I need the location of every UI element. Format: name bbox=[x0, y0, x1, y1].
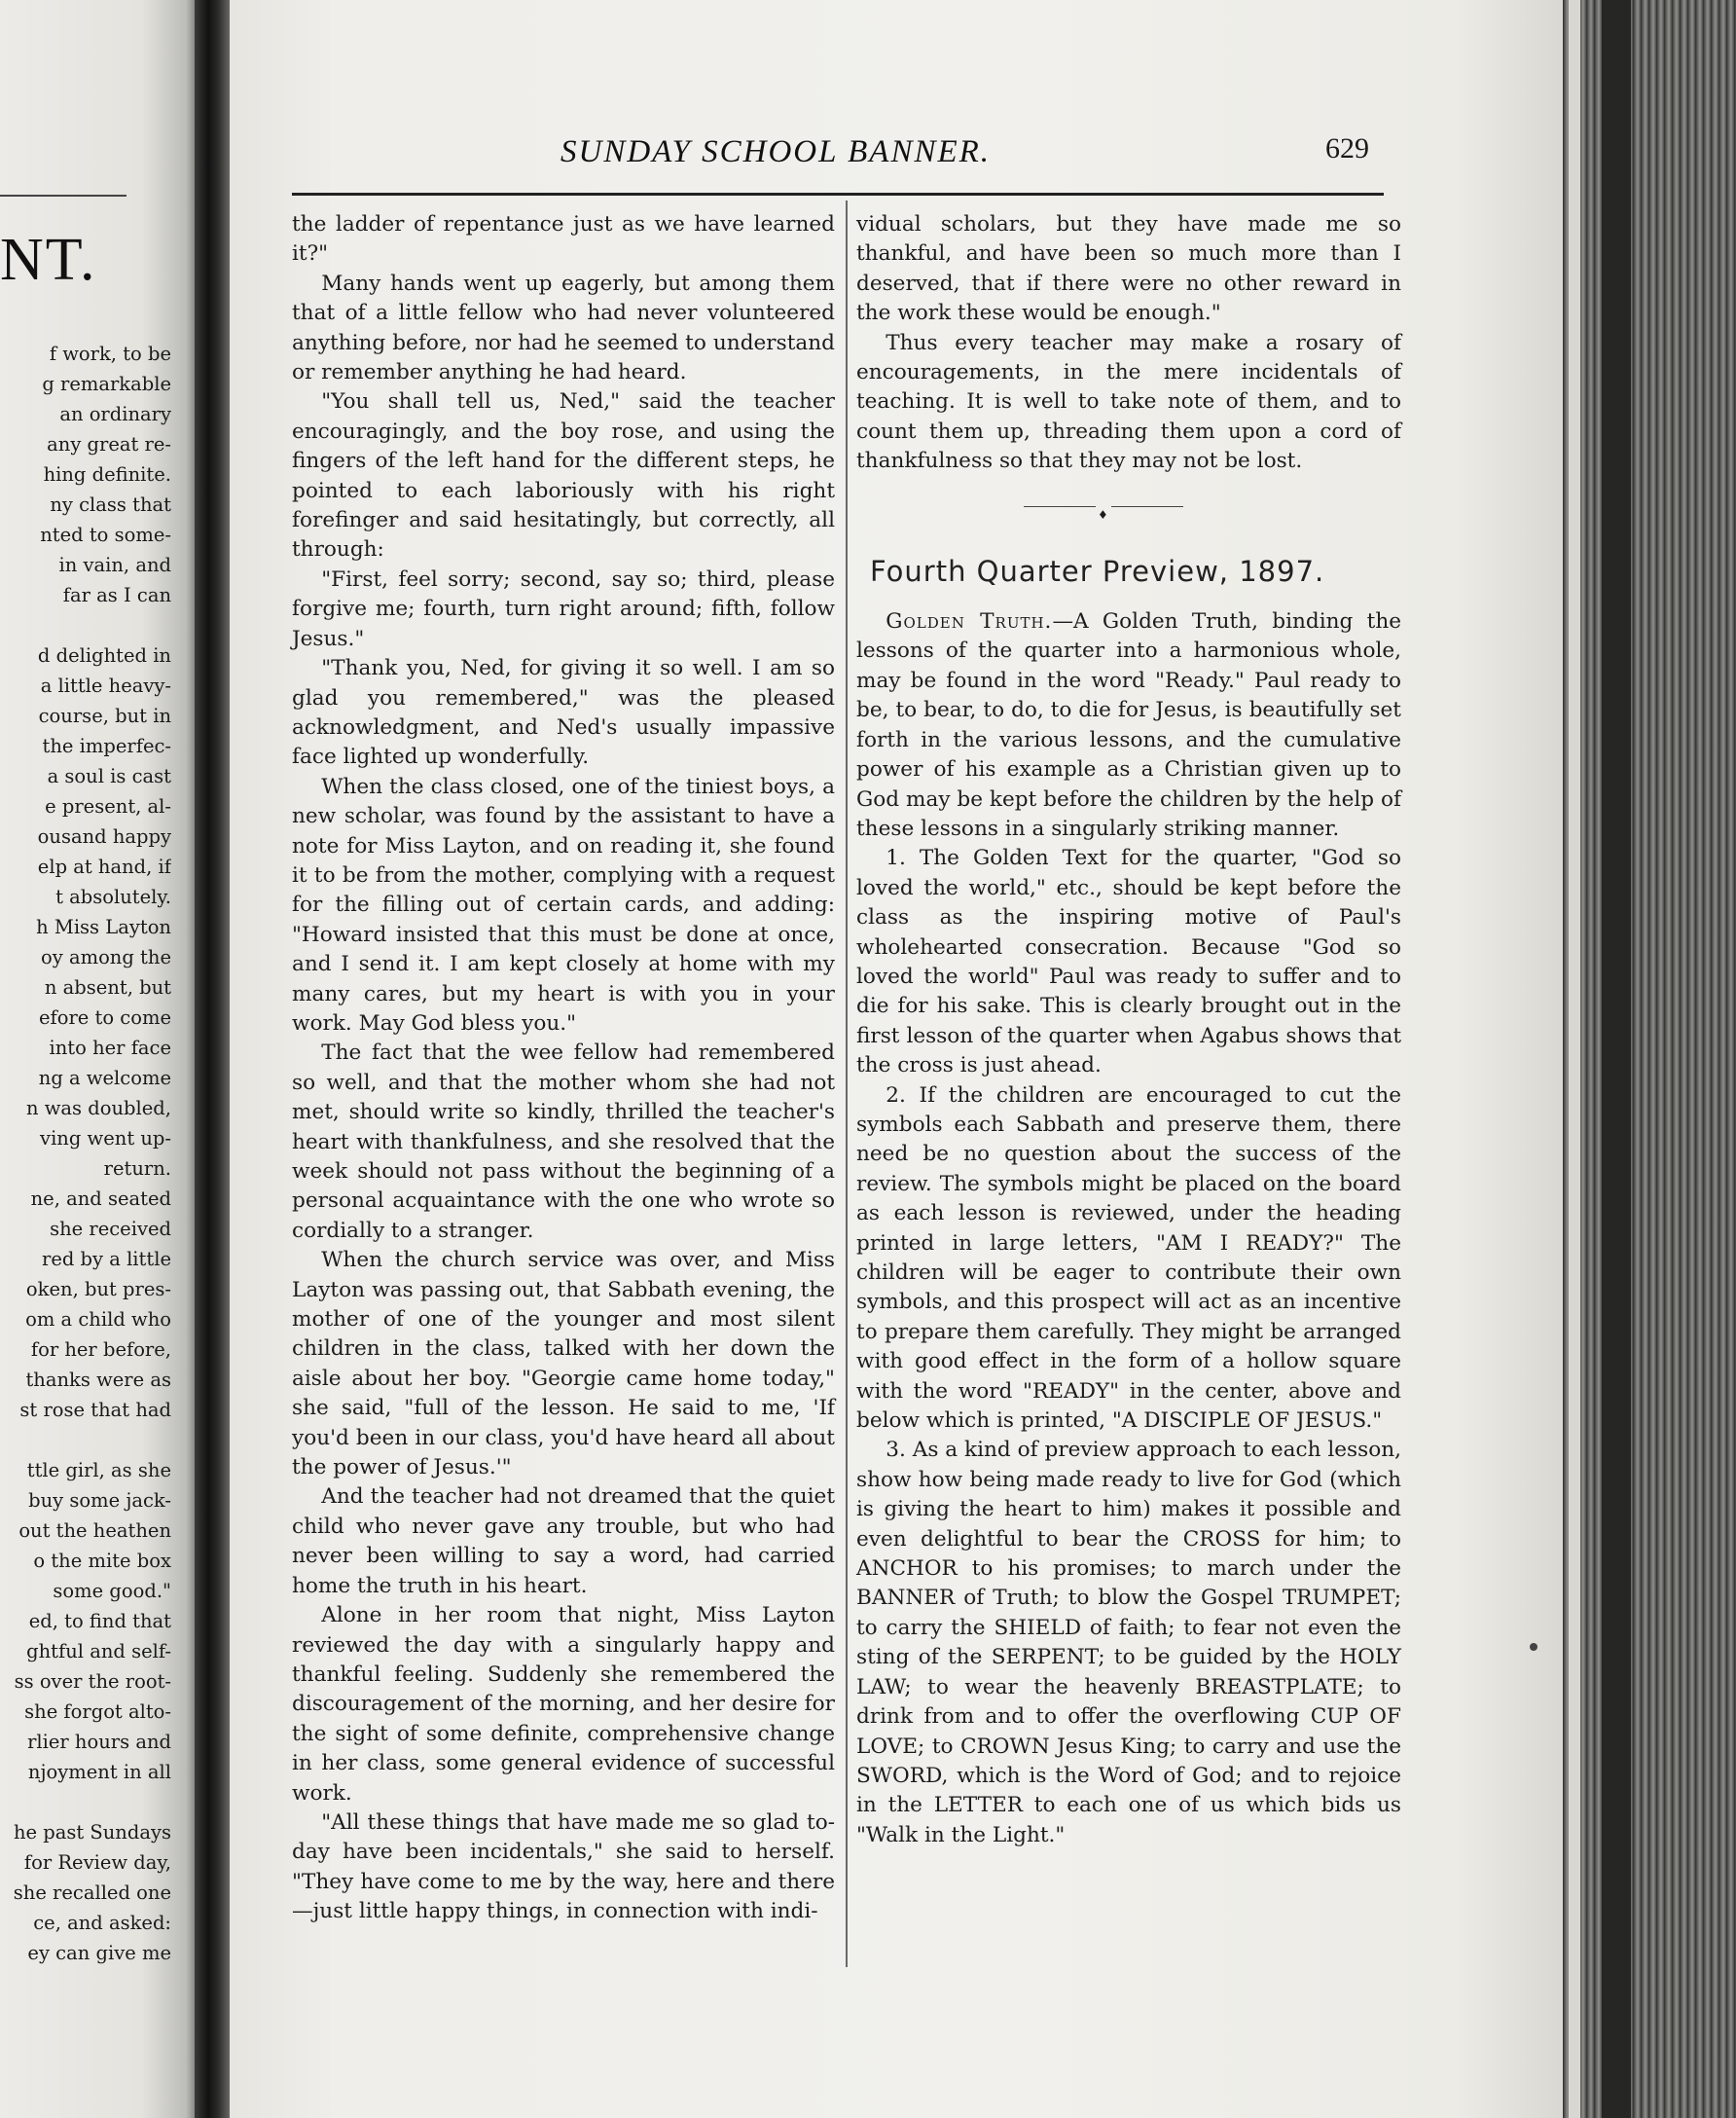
facing-page-left bbox=[0, 0, 202, 2118]
facing-page-line: oken, but pres- bbox=[25, 1278, 171, 1300]
golden-truth-text: —A Golden Truth, binding the lessons of the quarter into a harmonious whole, may be found in the word "Ready." Paul ready to be, to bear, to do, to die for Jesus, is beautifully set forth in the various lessons, and the cumulative power of his example as a Christian given up to God may be kept before the children by the help of these lessons in a singularly striking manner. bbox=[856, 609, 1402, 841]
facing-page-line: the imperfec- bbox=[42, 735, 171, 757]
facing-page-line: ey can give me bbox=[27, 1942, 171, 1964]
facing-page-line: course, but in bbox=[38, 705, 171, 727]
paragraph: Many hands went up eagerly, but among them that of a little fellow who had never volunteered anything before, nor had he seemed to understand or remember anything he had heard. bbox=[292, 271, 835, 385]
paragraph: vidual scholars, but they have made me so thankful, and have been so much more than I deserved, that if there were no other reward in the work these would be enough." bbox=[856, 212, 1401, 326]
facing-page-line: she forgot alto- bbox=[24, 1700, 171, 1723]
facing-page-line: rlier hours and bbox=[27, 1731, 171, 1753]
paragraph: When the class closed, one of the tiniest boys, a new scholar, was found by the assistant to have a note for Miss Layton, and on reading it, she found it to be from the mother, complying with a request for the filling out of certain cards, and adding: "Howard insisted that this must be done at once, and I send it. I am kept closely at home with my many cares, but my heart is with you in your work. May God bless you." bbox=[292, 774, 835, 1036]
facing-page-line: ss over the root- bbox=[14, 1670, 171, 1693]
facing-page-line: red by a little bbox=[42, 1248, 171, 1270]
facing-page-line: t absolutely. bbox=[55, 886, 171, 908]
point-paragraph: 2. If the children are encouraged to cut the symbols each Sabbath and preserve them, there need be no question about the success of the review. The symbols might be placed on the board as each lesson is reviewed, under the heading printed in large letters, "AM I READY?" The children will be eager to contribute their own symbols, and this prospect will act as an incentive to prepare them carefully. They might be arranged with good effect in the form of a hollow square with the word "READY" in the center, above and below which is printed, "A DISCIPLE OF JESUS." bbox=[856, 1082, 1401, 1434]
facing-page-line: return. bbox=[103, 1157, 171, 1180]
facing-page-line: om a child who bbox=[25, 1308, 171, 1331]
facing-page-line: far as I can bbox=[62, 584, 171, 606]
facing-page-line: a little heavy- bbox=[40, 675, 171, 697]
facing-page-line: buy some jack- bbox=[28, 1489, 171, 1512]
paragraph: "You shall tell us, Ned," said the teacher encouragingly, and the boy rose, and using the fingers of the left hand for the different steps, he pointed to each laboriously with his right forefinger and said hesitatingly, but correctly, all through: bbox=[292, 389, 835, 563]
facing-page-line: for Review day, bbox=[23, 1851, 171, 1874]
paragraph: "Thank you, Ned, for giving it so well. I am so glad you remembered," was the pleased acknowledgment, and Ned's usually impassive face lighted up wonderfully. bbox=[292, 656, 835, 770]
header-rule bbox=[292, 193, 1384, 196]
running-head: SUNDAY SCHOOL BANNER. bbox=[561, 134, 992, 169]
facing-page-line: ed, to find that bbox=[28, 1610, 171, 1632]
facing-page-line: ving went up- bbox=[40, 1127, 171, 1150]
golden-truth-paragraph bbox=[856, 607, 1401, 844]
facing-page-line: ghtful and self- bbox=[26, 1640, 171, 1662]
paragraph: Alone in her room that night, Miss Layton reviewed the day with a singularly happy and thankful feeling. Suddenly she remembered the discouragement of the morning, and her desire for the sight of some definite, comprehensive change in her class, some general evidence of successful work. bbox=[292, 1603, 835, 1806]
book-spine bbox=[195, 0, 234, 2118]
paragraph: The fact that the wee fellow had remembered so well, and that the mother whom she had not met, should write so kindly, thrilled the teacher's heart with thankfulness, and she resolved that the week should not pass without the beginning of a personal acquaintance with the one who wrote so cordially to a stranger. bbox=[292, 1041, 835, 1243]
facing-page-line: st rose that had bbox=[19, 1399, 171, 1421]
facing-page-line: ne, and seated bbox=[30, 1187, 171, 1210]
facing-page-line: for her before, bbox=[30, 1338, 171, 1361]
article-title: Fourth Quarter Preview, 1897. bbox=[870, 554, 1325, 588]
facing-page-line: ttle girl, as she bbox=[26, 1459, 171, 1481]
facing-page-line: ny class that bbox=[50, 493, 171, 516]
facing-page-line: into her face bbox=[49, 1037, 171, 1059]
facing-page-heading: NT. bbox=[0, 227, 97, 293]
paragraph: When the church service was over, and Miss Layton was passing out, that Sabbath evening, the mother of one of the younger and most silent children in the class, talked with her down the aisle about her boy. "Georgie came home today," she said, "full of the lesson. He said to me, 'If you'd been in our class, you'd have heard all about the power of Jesus.'" bbox=[292, 1248, 835, 1480]
facing-page-line: d delighted in bbox=[37, 644, 171, 667]
page-number: 629 bbox=[1325, 132, 1369, 164]
facing-page-line: he past Sundays bbox=[13, 1821, 171, 1844]
paragraph: And the teacher had not dreamed that the quiet child who never gave any trouble, but who had never been willing to say a word, had carried home the truth in his heart. bbox=[292, 1484, 835, 1598]
facing-page-line: hing definite. bbox=[43, 463, 171, 486]
point-paragraph: 1. The Golden Text for the quarter, "God so loved the world," etc., should be kept before the class as the inspiring motive of Paul's wholehearted consecration. Because "God so loved the world" Paul was ready to suffer and to die for his sake. This is clearly brought out in the first lesson of the quarter when Agabus shows that the cross is just ahead. bbox=[856, 846, 1401, 1078]
facing-page-line: efore to come bbox=[38, 1006, 171, 1029]
facing-page-line: o the mite box bbox=[33, 1550, 171, 1572]
facing-page-line: she received bbox=[50, 1218, 171, 1240]
column-divider bbox=[846, 201, 848, 1967]
facing-page-line: any great re- bbox=[47, 433, 171, 456]
facing-page-line: f work, to be bbox=[49, 343, 171, 365]
facing-page-line: n was doubled, bbox=[25, 1097, 171, 1119]
facing-page-line: ng a welcome bbox=[38, 1067, 171, 1089]
paragraph: the ladder of repentance just as we have learned it?" bbox=[292, 212, 835, 267]
facing-page-line: out the heathen bbox=[18, 1519, 171, 1542]
facing-page-text bbox=[6, 339, 171, 1968]
facing-page-line: in vain, and bbox=[58, 554, 171, 576]
facing-page-line: an ordinary bbox=[59, 403, 171, 425]
facing-page-line: she recalled one bbox=[13, 1881, 171, 1904]
paragraph: "All these things that have made me so glad to-day have been incidentals," she said to herself. "They have come to me by the way, here and there —just little happy things, in connection with indi- bbox=[292, 1809, 835, 1924]
golden-truth-label: Golden Truth. bbox=[886, 609, 1053, 635]
section-ornament: ♦ bbox=[856, 485, 1401, 530]
facing-page-line: a soul is cast bbox=[47, 765, 171, 787]
facing-page-line: thanks were as bbox=[25, 1369, 171, 1391]
facing-page-line bbox=[6, 1425, 171, 1455]
facing-page-line: nted to some- bbox=[40, 524, 171, 546]
paragraph: Thus every teacher may make a rosary of encouragements, in the mere incidentals of teaching. It is well to take note of them, and to count them up, threading them upon a cord of thankfulness so that they may not be lost. bbox=[856, 330, 1401, 474]
ink-spot bbox=[1530, 1643, 1537, 1651]
page-edge bbox=[1563, 0, 1736, 2118]
facing-page-line: ousand happy bbox=[37, 825, 171, 848]
point-paragraph: 3. As a kind of preview approach to each lesson, show how being made ready to live for God (which is giving the heart to him) makes it possible and even delightful to bear the CROSS for him; to ANCHOR to his promises; to march under the BANNER of Truth; to blow the Gospel TRUMPET; to carry the SHIELD of faith; to fear not even the sting of the SERPENT; to be guided by the HOLY LAW; to wear the heavenly BREASTPLATE; to drink from and to offer the overflowing CUP OF LOVE; to CROWN Jesus King; to carry and use the SWORD, which is the Word of God; and to rejoice in the LETTER to each one of us which bids us "Walk in the Light." bbox=[856, 1438, 1401, 1847]
facing-page-line bbox=[6, 610, 171, 640]
facing-page-line bbox=[6, 1787, 171, 1817]
facing-page-line: n absent, but bbox=[44, 976, 171, 999]
facing-page-line: elp at hand, if bbox=[37, 856, 171, 878]
facing-page-line: ce, and asked: bbox=[33, 1912, 171, 1934]
facing-page-line: h Miss Layton bbox=[36, 916, 171, 938]
left-column bbox=[292, 210, 835, 1927]
facing-page-rule bbox=[0, 195, 127, 197]
facing-page-line: njoyment in all bbox=[27, 1761, 171, 1783]
facing-page-line: some good." bbox=[53, 1580, 171, 1602]
right-column bbox=[856, 210, 1401, 1850]
paragraph: "First, feel sorry; second, say so; third, please forgive me; fourth, turn right around; fifth, follow Jesus." bbox=[292, 566, 835, 651]
facing-page-line: e present, al- bbox=[45, 795, 171, 818]
facing-page-line: oy among the bbox=[41, 946, 171, 968]
facing-page-line: g remarkable bbox=[42, 373, 171, 395]
